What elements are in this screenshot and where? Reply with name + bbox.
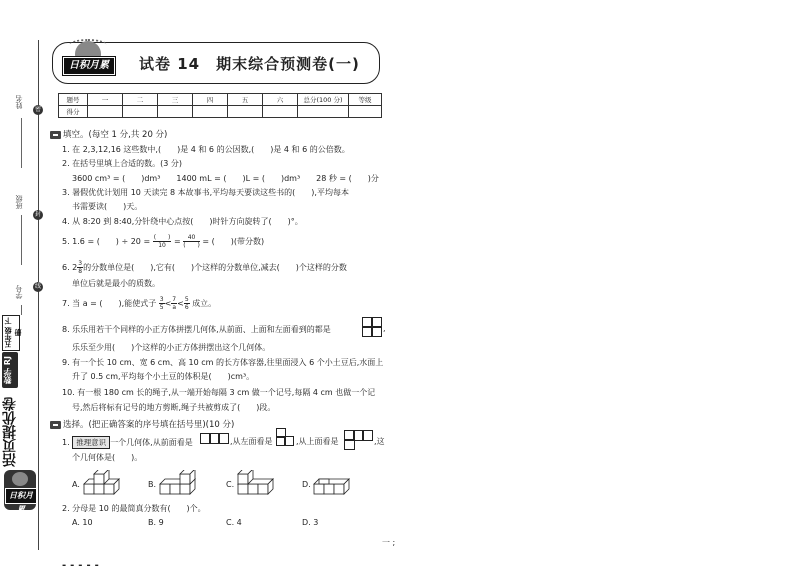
option-a-cubes[interactable] — [82, 470, 128, 500]
table-cell: 四 — [193, 94, 228, 106]
score-input-cell[interactable] — [193, 106, 228, 118]
s2-q2-option-d[interactable]: D. 3 — [302, 518, 319, 527]
question-9-line-2: 升了 0.5 cm,平均每个小土豆的体积是( )cm³。 — [72, 372, 255, 381]
fraction-denominator: 10 — [158, 242, 166, 249]
s2-question-1-line-1 — [62, 436, 193, 449]
header-logo-text: 日积月累 — [63, 57, 115, 75]
table-row — [59, 94, 382, 106]
score-input-cell[interactable] — [228, 106, 263, 118]
q5-fraction-1 — [153, 234, 172, 249]
q7-less-than: < — [177, 299, 184, 308]
s2-q2-option-a[interactable]: A. 10 — [72, 518, 93, 527]
seat-blank — [21, 305, 22, 315]
section-1-label: 填空。(每空 1 分,共 20 分) — [63, 130, 168, 140]
option-b-label[interactable]: B. — [148, 480, 157, 489]
name-blank — [21, 118, 22, 168]
option-c-cubes[interactable] — [236, 470, 282, 500]
figure-square — [218, 433, 229, 444]
q8-view-figure — [362, 317, 382, 337]
fraction-denominator: 5 — [159, 304, 164, 311]
question-5 — [62, 234, 264, 249]
table-row — [59, 106, 382, 118]
question-2-items: 3600 cm³ = ( )dm³ 1400 mL = ( )L = ( )dm³ 28 秒 = ( )分 — [72, 174, 379, 183]
table-cell: 题号 — [59, 94, 88, 106]
seal-mark-3: 线 — [34, 283, 41, 290]
fraction-numerator: 5 — [184, 296, 189, 303]
table-cell: 得分 — [59, 106, 88, 118]
seal-mark-2: 封 — [34, 211, 41, 218]
table-cell: 等级 — [349, 94, 382, 106]
page-number: 一 ; — [382, 538, 396, 547]
q5-fraction-2 — [183, 234, 200, 249]
score-input-cell[interactable] — [88, 106, 123, 118]
spine-subject: 数学 RJ — [2, 352, 18, 388]
fraction-numerator: ( ) — [153, 234, 171, 241]
question-6-line-1 — [62, 260, 347, 275]
header-logo — [61, 39, 117, 81]
section-1-heading — [50, 128, 167, 140]
fraction-numerator: 7 — [172, 296, 177, 303]
reasoning-badge: 推理意识 — [72, 436, 110, 449]
q5-prefix: 5. 1.6 = ( ) ÷ 20 = — [62, 237, 151, 246]
question-2: 2. 在括号里填上合适的数。(3 分) — [62, 159, 183, 168]
table-cell: 一 — [88, 94, 123, 106]
fraction-numerator: 3 — [78, 260, 83, 267]
q5-equals: = — [173, 237, 181, 246]
s2-q2-option-b[interactable]: B. 9 — [148, 518, 164, 527]
q7-less-than: < — [164, 299, 172, 308]
option-d-label[interactable]: D. — [302, 480, 311, 489]
exam-header — [52, 42, 380, 84]
sun-icon — [12, 472, 28, 486]
sidebar-logo-text: 日积月累 — [5, 488, 37, 504]
q7-suffix: 成立。 — [192, 299, 217, 308]
table-cell: 六 — [263, 94, 298, 106]
score-input-cell[interactable] — [123, 106, 158, 118]
s2-q1-front-text: 一个几何体,从前面看是 — [110, 438, 193, 447]
fraction-denominator: 6 — [184, 304, 189, 311]
option-d-cubes[interactable] — [312, 470, 358, 500]
s2-question-1-line-2: 个几何体是( )。 — [72, 453, 143, 462]
class-label: 班级 — [15, 195, 23, 209]
s2-q1-this: ,这 — [374, 437, 385, 446]
binding-sidebar — [0, 0, 42, 566]
question-3-line-2: 书需要读( )天。 — [72, 202, 143, 211]
s2-question-2: 2. 分母是 10 的最简真分数有( )个。 — [62, 504, 206, 513]
section-marker-icon — [50, 131, 61, 139]
question-3-line-1: 3. 暑假优优计划用 10 天读完 8 本故事书,平均每天要读这些书的( ),平均每本 — [62, 188, 349, 197]
option-c-label[interactable]: C. — [226, 480, 235, 489]
question-1: 1. 在 2,3,12,16 这些数中,( )是 4 和 6 的公因数,( )是 4 和 6 的公倍数。 — [62, 145, 350, 154]
q8-comma: , — [383, 324, 386, 333]
class-blank — [21, 215, 22, 265]
brand-vertical: 活页提优卷 — [2, 397, 18, 467]
table-cell: 总分(100 分) — [298, 94, 349, 106]
score-input-cell[interactable] — [263, 106, 298, 118]
binding-line — [38, 40, 39, 550]
score-input-cell[interactable] — [298, 106, 349, 118]
seat-label: 学号 — [15, 285, 23, 299]
q6-whole: 6. 2 — [62, 263, 78, 272]
fraction-numerator: 40 — [183, 234, 200, 242]
section-marker-icon — [50, 421, 61, 429]
s2-q1-top-text: ,从上面看是 — [296, 437, 339, 446]
s2-q1-left-text: ,从左面看是 — [230, 437, 273, 446]
question-8-line-1 — [62, 324, 331, 335]
figure-square — [362, 430, 373, 441]
s2-q2-option-c[interactable]: C. 4 — [226, 518, 242, 527]
fraction-denominator: a — [172, 304, 177, 311]
q8-text: 8. 乐乐用若干个同样的小正方体拼摆几何体,从前面、上面和左面看到的都是 — [62, 325, 331, 334]
score-input-cell[interactable] — [349, 106, 382, 118]
q7-fraction-3 — [184, 296, 190, 311]
question-8-line-2: 乐乐至少用( )个这样的小正方体拼摆出这个几何体。 — [72, 343, 271, 352]
figure-square — [344, 439, 355, 450]
fraction-denominator: 8 — [78, 268, 83, 275]
table-cell: 五 — [228, 94, 263, 106]
score-table — [58, 93, 382, 118]
section-2-label: 选择。(把正确答案的序号填在括号里)(10 分) — [63, 420, 235, 430]
footer-dashes: ----- — [62, 560, 103, 571]
question-10-line-2: 号,然后将标有记号的地方剪断,绳子共被剪成了( )段。 — [72, 403, 276, 412]
spine-grade: 五年级 下册 — [2, 315, 20, 351]
question-9-line-1: 9. 有一个长 10 cm、宽 6 cm、高 10 cm 的长方体容器,往里面浸入 6 个小土豆后,水面上 — [62, 358, 384, 367]
question-4: 4. 从 8:20 到 8:40,分针绕中心点按( )时针方向旋转了( )°。 — [62, 217, 303, 226]
option-b-cubes[interactable] — [158, 470, 204, 500]
figure-square — [371, 326, 382, 337]
table-cell: 三 — [158, 94, 193, 106]
figure-square — [284, 436, 294, 446]
name-label: 姓名 — [15, 95, 23, 109]
score-input-cell[interactable] — [158, 106, 193, 118]
question-10-line-1: 10. 有一根 180 cm 长的绳子,从一端开始每隔 3 cm 做一个记号,每隔 4 cm 也做一个记 — [62, 388, 376, 397]
section-2-heading — [50, 418, 234, 430]
q6-text: 的分数单位是( ),它有( )个这样的分数单位,减去( )个这样的分数 — [83, 263, 347, 272]
q7-prefix: 7. 当 a = ( ),能使式子 — [62, 299, 157, 308]
q5-suffix: = ( )(带分数) — [202, 237, 265, 246]
fraction-numerator: 3 — [159, 296, 164, 303]
s2-q1-number: 1. — [62, 438, 70, 447]
question-6-line-2: 单位后就是最小的质数。 — [72, 279, 160, 288]
table-cell: 二 — [123, 94, 158, 106]
question-7 — [62, 296, 216, 311]
page-title: 试卷 14 期末综合预测卷(一) — [139, 55, 360, 73]
option-a-label[interactable]: A. — [72, 480, 80, 489]
seal-mark-1: 密 — [34, 106, 41, 113]
fraction-denominator: ( ) — [183, 242, 200, 249]
sidebar-logo — [4, 470, 36, 514]
